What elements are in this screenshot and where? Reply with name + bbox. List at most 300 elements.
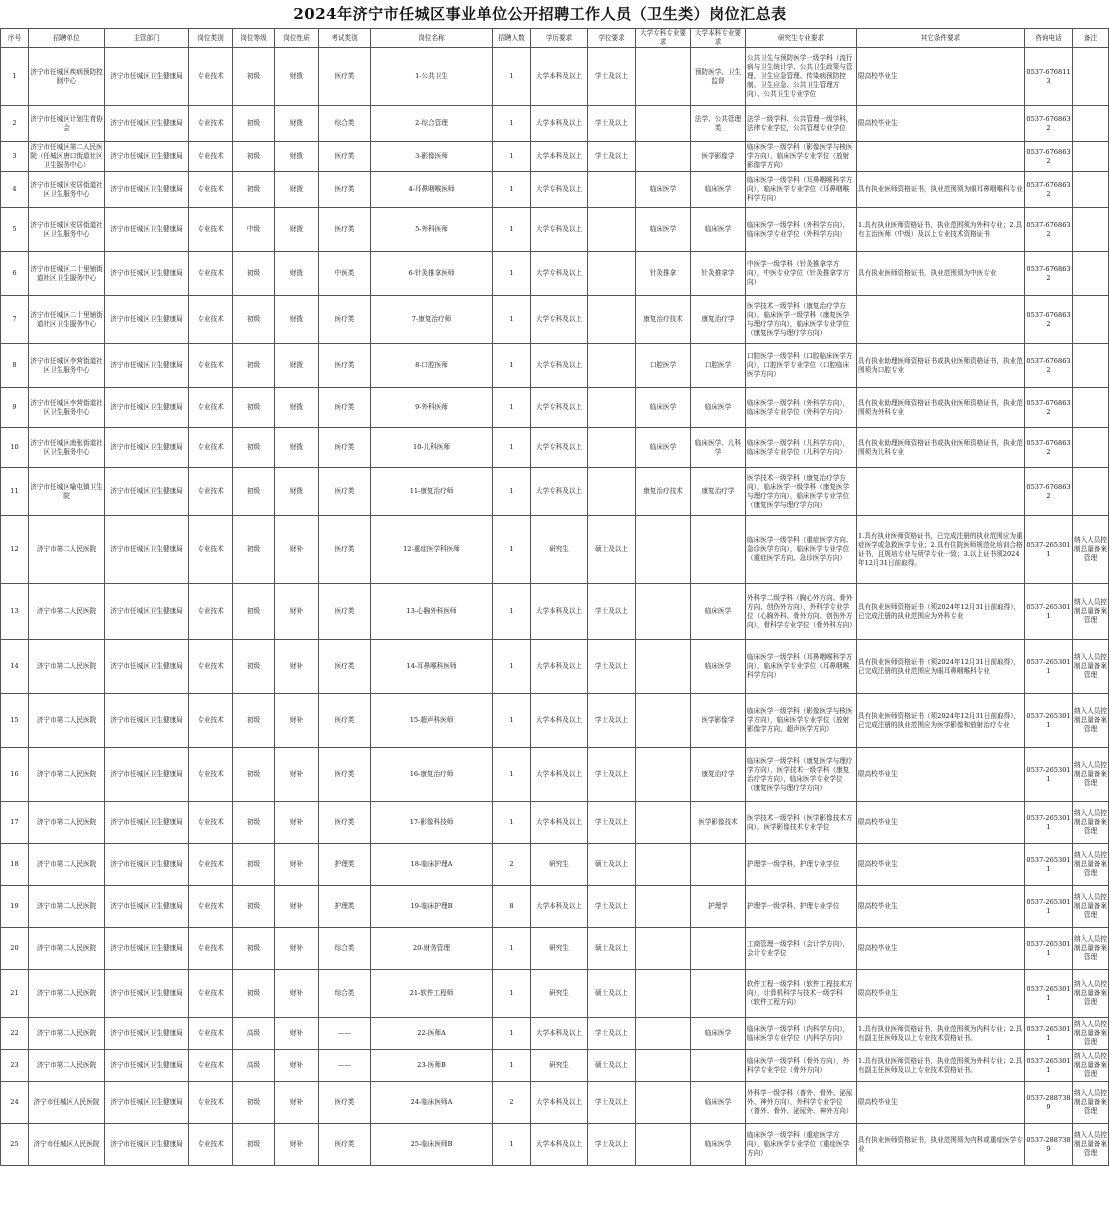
table-cell: [1073, 142, 1109, 172]
table-cell: 医疗类: [319, 584, 371, 640]
table-cell: 纳入人员控制总量备案管理: [1073, 970, 1109, 1018]
table-cell: 济宁市任城区喻屯镇卫生院: [29, 468, 105, 516]
table-cell: 医学技术一级学科（康复治疗学方向），临床医学一级学科（康复医学与理疗学方向），临床医学专业学位（康复医学与理疗学方向）: [746, 296, 857, 344]
table-cell: 硕士及以上: [588, 928, 636, 970]
table-cell: 济宁市任城区卫生健康局: [105, 640, 189, 694]
table-cell: 纳入人员控制总量备案管理: [1073, 1082, 1109, 1124]
table-cell: 大学本科及以上: [531, 584, 588, 640]
column-header: 学位要求: [588, 29, 636, 48]
table-cell: 1: [493, 516, 531, 584]
table-row: [1, 694, 1109, 748]
table-cell: 学士及以上: [588, 48, 636, 106]
table-cell: 大学专科及以上: [531, 296, 588, 344]
table-cell: 财拨: [275, 296, 319, 344]
column-header: 咨询电话: [1025, 29, 1073, 48]
table-cell: 财补: [275, 1124, 319, 1166]
table-cell: 10-儿科医师: [371, 428, 493, 468]
table-cell: 济宁市第二人民医院: [29, 640, 105, 694]
table-cell: 2-综合管理: [371, 106, 493, 142]
table-cell: 11-康复治疗师: [371, 468, 493, 516]
table-cell: 专业技术: [189, 252, 233, 296]
table-cell: 纳入人员控制总量备案管理: [1073, 748, 1109, 802]
table-cell: [691, 516, 746, 584]
table-row: [1, 468, 1109, 516]
table-cell: 大学本科及以上: [531, 802, 588, 844]
table-cell: 济宁市任城区卫生健康局: [105, 48, 189, 106]
table-cell: [588, 344, 636, 388]
table-cell: 1.具有执业医师资格证书，执业范围须为外科专业；2.具有主治医师（中级）及以上专业技术资格证书: [857, 208, 1025, 252]
table-cell: 限高校毕业生: [857, 970, 1025, 1018]
table-cell: 济宁市第二人民医院: [29, 970, 105, 1018]
table-cell: 11: [1, 468, 29, 516]
table-cell: 济宁市第二人民医院: [29, 802, 105, 844]
table-cell: [636, 694, 691, 748]
table-row: [1, 584, 1109, 640]
table-cell: 财补: [275, 844, 319, 886]
table-cell: 0537-6768632: [1025, 296, 1073, 344]
table-cell: 0537-6768632: [1025, 344, 1073, 388]
table-cell: 22-医师A: [371, 1018, 493, 1050]
table-cell: 初级: [233, 142, 275, 172]
table-cell: [1073, 468, 1109, 516]
table-cell: 初级: [233, 344, 275, 388]
table-cell: [1073, 208, 1109, 252]
table-cell: 大学本科及以上: [531, 106, 588, 142]
table-cell: 康复治疗技术: [636, 468, 691, 516]
column-header: 学历要求: [531, 29, 588, 48]
table-cell: 临床医学: [691, 640, 746, 694]
table-cell: 医疗类: [319, 142, 371, 172]
table-cell: 24-临床医师A: [371, 1082, 493, 1124]
table-cell: 专业技术: [189, 748, 233, 802]
table-cell: 济宁市第二人民医院: [29, 584, 105, 640]
table-cell: 具有执业医师资格证书，执业范围须为眼耳鼻咽喉科专业: [857, 172, 1025, 208]
table-cell: 具有执业医师资格证书，执业范围须为内科或重症医学专业: [857, 1124, 1025, 1166]
table-cell: 13: [1, 584, 29, 640]
table-cell: 学士及以上: [588, 1018, 636, 1050]
table-cell: 财补: [275, 584, 319, 640]
table-cell: 0537-6768632: [1025, 468, 1073, 516]
table-cell: 0537-2653011: [1025, 802, 1073, 844]
table-cell: 医疗类: [319, 388, 371, 428]
column-header: 岗位类别: [189, 29, 233, 48]
table-cell: 纳入人员控制总量备案管理: [1073, 584, 1109, 640]
table-cell: 学士及以上: [588, 1082, 636, 1124]
table-cell: 1.具有执业医师资格证书，执业范围须为外科专业；2.具有副主任医师及以上专业技术资格证书。: [857, 1050, 1025, 1082]
table-cell: 护理学一级学科，护理专业学位: [746, 886, 857, 928]
table-cell: 临床医学: [691, 1082, 746, 1124]
table-cell: [588, 252, 636, 296]
table-row: [1, 844, 1109, 886]
table-cell: 专业技术: [189, 48, 233, 106]
table-cell: 纳入人员控制总量备案管理: [1073, 928, 1109, 970]
table-cell: 15-超声科医师: [371, 694, 493, 748]
table-cell: 专业技术: [189, 468, 233, 516]
table-cell: [588, 388, 636, 428]
table-header: [1, 29, 1109, 48]
table-cell: 纳入人员控制总量备案管理: [1073, 640, 1109, 694]
table-cell: 具有执业医师资格证书（须2024年12月31日前取得），已完成注册的执业范围应为外科专业: [857, 584, 1025, 640]
table-cell: 专业技术: [189, 1124, 233, 1166]
table-cell: [1073, 344, 1109, 388]
table-cell: [636, 1082, 691, 1124]
table-cell: 综合类: [319, 106, 371, 142]
table-cell: 限高校毕业生: [857, 886, 1025, 928]
table-cell: 13-心胸外科医师: [371, 584, 493, 640]
table-cell: 医疗类: [319, 208, 371, 252]
table-cell: 专业技术: [189, 844, 233, 886]
table-cell: 医学技术一级学科（康复治疗学方向），临床医学一级学科（康复医学与理疗学方向），临床医学专业学位（康复医学与理疗学方向）: [746, 468, 857, 516]
table-cell: [1073, 428, 1109, 468]
table-cell: 专业技术: [189, 428, 233, 468]
table-row: [1, 640, 1109, 694]
table-cell: 专业技术: [189, 208, 233, 252]
table-cell: 具有执业医师资格证书（须2024年12月31日前取得），已完成注册的执业范围应为医学影像和放射治疗专业: [857, 694, 1025, 748]
table-cell: 工商管理一级学科（会计学方向），会计专业学位: [746, 928, 857, 970]
table-cell: 临床医学: [691, 172, 746, 208]
table-cell: 初级: [233, 296, 275, 344]
table-cell: 纳入人员控制总量备案管理: [1073, 1124, 1109, 1166]
table-cell: 10: [1, 428, 29, 468]
table-row: [1, 48, 1109, 106]
table-cell: 济宁市任城区卫生健康局: [105, 428, 189, 468]
table-cell: [588, 468, 636, 516]
table-cell: 限高校毕业生: [857, 928, 1025, 970]
table-cell: 1: [493, 172, 531, 208]
table-cell: 研究生: [531, 844, 588, 886]
table-cell: 0537-2653011: [1025, 886, 1073, 928]
table-cell: 具有执业医师资格证书（须2024年12月31日前取得），已完成注册的执业范围应为眼耳鼻咽喉科专业: [857, 640, 1025, 694]
table-cell: 临床医学一级学科（外科学方向），临床医学专业学位（外科学方向）: [746, 388, 857, 428]
positions-table: [0, 28, 1109, 1166]
table-row: [1, 928, 1109, 970]
table-cell: 口腔医学: [691, 344, 746, 388]
table-cell: 0537-6768632: [1025, 208, 1073, 252]
table-cell: 专业技术: [189, 1050, 233, 1082]
table-cell: 济宁市任城区卫生健康局: [105, 172, 189, 208]
table-cell: 临床医学一级学科（影像医学与核医学方向），临床医学专业学位（放射影像学方向、超声医学方向）: [746, 694, 857, 748]
table-cell: 19-临床护理B: [371, 886, 493, 928]
column-header: 岗位性质: [275, 29, 319, 48]
table-cell: 25-临床医师B: [371, 1124, 493, 1166]
table-cell: 医疗类: [319, 48, 371, 106]
table-cell: 1-公共卫生: [371, 48, 493, 106]
table-cell: 口腔医学: [636, 344, 691, 388]
table-cell: 临床医学: [636, 208, 691, 252]
table-cell: 康复治疗学: [691, 468, 746, 516]
table-cell: 0537-2653011: [1025, 694, 1073, 748]
table-cell: 初级: [233, 694, 275, 748]
table-cell: 初级: [233, 886, 275, 928]
table-cell: 专业技术: [189, 802, 233, 844]
table-cell: 0537-6768632: [1025, 172, 1073, 208]
table-cell: 专业技术: [189, 344, 233, 388]
table-cell: 济宁市第二人民医院: [29, 928, 105, 970]
table-cell: 18: [1, 844, 29, 886]
table-cell: 济宁市第二人民医院: [29, 1018, 105, 1050]
table-cell: 研究生: [531, 928, 588, 970]
table-cell: 硕士及以上: [588, 516, 636, 584]
table-cell: 软件工程一级学科（软件工程技术方向），计算机科学与技术一级学科（软件工程方向）: [746, 970, 857, 1018]
table-row: [1, 1050, 1109, 1082]
table-cell: 专业技术: [189, 142, 233, 172]
table-row: [1, 1124, 1109, 1166]
table-row: [1, 802, 1109, 844]
table-cell: 纳入人员控制总量备案管理: [1073, 886, 1109, 928]
table-cell: 康复治疗学: [691, 748, 746, 802]
table-cell: 1: [493, 208, 531, 252]
table-cell: 针灸推拿学: [691, 252, 746, 296]
table-cell: 大学专科及以上: [531, 468, 588, 516]
table-cell: 限高校毕业生: [857, 802, 1025, 844]
table-cell: 财补: [275, 802, 319, 844]
table-cell: 初级: [233, 468, 275, 516]
table-row: [1, 428, 1109, 468]
table-row: [1, 388, 1109, 428]
table-cell: 限高校毕业生: [857, 748, 1025, 802]
table-cell: [1073, 388, 1109, 428]
table-cell: 1: [493, 970, 531, 1018]
table-cell: 5: [1, 208, 29, 252]
table-cell: 研究生: [531, 516, 588, 584]
table-cell: 财拨: [275, 106, 319, 142]
table-cell: 学士及以上: [588, 640, 636, 694]
table-cell: 学士及以上: [588, 106, 636, 142]
table-cell: 学士及以上: [588, 142, 636, 172]
table-cell: 专业技术: [189, 172, 233, 208]
table-cell: 0537-2653011: [1025, 970, 1073, 1018]
table-cell: 7-康复治疗师: [371, 296, 493, 344]
table-cell: 大学本科及以上: [531, 48, 588, 106]
table-cell: 2: [493, 1082, 531, 1124]
table-cell: 初级: [233, 388, 275, 428]
table-cell: 临床医学一级学科（康复医学与理疗学方向），医学技术一级学科（康复治疗学方向），临床医学专业学位（康复医学与理疗学方向）: [746, 748, 857, 802]
table-cell: 1: [493, 468, 531, 516]
table-cell: 财补: [275, 928, 319, 970]
table-cell: 学士及以上: [588, 584, 636, 640]
table-row: [1, 1082, 1109, 1124]
table-cell: 护理类: [319, 844, 371, 886]
table-cell: 专业技术: [189, 584, 233, 640]
table-cell: 1: [493, 640, 531, 694]
table-cell: 济宁市任城区人民医院: [29, 1082, 105, 1124]
table-cell: 临床医学: [691, 208, 746, 252]
table-cell: 财拨: [275, 388, 319, 428]
table-cell: 0537-6768632: [1025, 388, 1073, 428]
table-cell: 济宁市任城区卫生健康局: [105, 970, 189, 1018]
table-cell: 中医学一级学科（针灸推拿学方向），中医专业学位（针灸推拿学方向）: [746, 252, 857, 296]
table-cell: 大学本科及以上: [531, 694, 588, 748]
table-cell: 1: [493, 1124, 531, 1166]
table-cell: 6-针灸推拿医师: [371, 252, 493, 296]
table-cell: 济宁市任城区卫生健康局: [105, 928, 189, 970]
table-cell: 1: [1, 48, 29, 106]
table-cell: 济宁市任城区卫生健康局: [105, 1124, 189, 1166]
table-cell: 学士及以上: [588, 802, 636, 844]
table-cell: 临床医学一级学科（耳鼻咽喉科学方向），临床医学专业学位（耳鼻咽喉科学方向）: [746, 640, 857, 694]
table-cell: 限高校毕业生: [857, 1082, 1025, 1124]
table-cell: 济宁市任城区卫生健康局: [105, 344, 189, 388]
table-cell: ——: [319, 1018, 371, 1050]
column-header: 岗位名称: [371, 29, 493, 48]
table-cell: [636, 1124, 691, 1166]
table-cell: [691, 970, 746, 1018]
table-cell: 专业技术: [189, 640, 233, 694]
table-cell: 济宁市任城区二十里铺街道社区卫生服务中心: [29, 296, 105, 344]
table-cell: 初级: [233, 970, 275, 1018]
table-cell: 1.具有执业医师资格证书，执业范围须为内科专业；2.具有副主任医师及以上专业技术资格证书。: [857, 1018, 1025, 1050]
table-cell: 研究生: [531, 1050, 588, 1082]
table-cell: 研究生: [531, 970, 588, 1018]
table-cell: 大学本科及以上: [531, 1082, 588, 1124]
table-cell: 济宁市任城区卫生健康局: [105, 142, 189, 172]
table-cell: 财拨: [275, 344, 319, 388]
table-cell: 1: [493, 584, 531, 640]
table-cell: 济宁市第二人民医院: [29, 886, 105, 928]
column-header: 招聘单位: [29, 29, 105, 48]
table-cell: [636, 142, 691, 172]
table-cell: [636, 516, 691, 584]
table-cell: 临床医学: [636, 428, 691, 468]
table-cell: 济宁市任城区卫生健康局: [105, 694, 189, 748]
table-cell: 济宁市任城区卫生健康局: [105, 296, 189, 344]
table-cell: 康复治疗技术: [636, 296, 691, 344]
table-cell: 纳入人员控制总量备案管理: [1073, 1018, 1109, 1050]
table-cell: 临床医学一级学科（儿科学方向），临床医学专业学位（儿科学方向）: [746, 428, 857, 468]
table-cell: 25: [1, 1124, 29, 1166]
table-cell: 财拨: [275, 252, 319, 296]
table-cell: [636, 802, 691, 844]
table-cell: 济宁市任城区二十里铺街道社区卫生服务中心: [29, 252, 105, 296]
table-cell: 纳入人员控制总量备案管理: [1073, 802, 1109, 844]
table-cell: 财补: [275, 970, 319, 1018]
table-cell: 大学专科及以上: [531, 344, 588, 388]
table-cell: 济宁市任城区安居街道社区卫生服务中心: [29, 208, 105, 252]
table-cell: 8: [1, 344, 29, 388]
table-cell: 17-影像科技师: [371, 802, 493, 844]
table-cell: 财补: [275, 748, 319, 802]
table-cell: 护理学一级学科，护理专业学位: [746, 844, 857, 886]
table-cell: 济宁市任城区第二人民医院（任城区唐口街道社区卫生服务中心）: [29, 142, 105, 172]
table-cell: 专业技术: [189, 516, 233, 584]
column-header: 大学专科专业要求: [636, 29, 691, 48]
table-cell: 济宁市任城区卫生健康局: [105, 1018, 189, 1050]
table-cell: 16: [1, 748, 29, 802]
table-cell: 初级: [233, 802, 275, 844]
table-row: [1, 296, 1109, 344]
table-cell: 临床医学一级学科（外科学方向），临床医学专业学位（外科学方向）: [746, 208, 857, 252]
table-cell: 财拨: [275, 468, 319, 516]
table-cell: 1: [493, 296, 531, 344]
table-row: [1, 886, 1109, 928]
table-cell: 0537-2653011: [1025, 640, 1073, 694]
table-cell: 财拨: [275, 428, 319, 468]
table-cell: 临床医学: [691, 1124, 746, 1166]
table-cell: 济宁市任城区计划生育协会: [29, 106, 105, 142]
table-row: [1, 748, 1109, 802]
table-cell: 22: [1, 1018, 29, 1050]
table-cell: 专业技术: [189, 106, 233, 142]
table-cell: [588, 428, 636, 468]
table-cell: [691, 844, 746, 886]
table-cell: 大学本科及以上: [531, 748, 588, 802]
table-cell: 具有执业助理医师资格证书或执业医师资格证书，执业范围须为口腔专业: [857, 344, 1025, 388]
table-cell: 济宁市任城区疾病预防控制中心: [29, 48, 105, 106]
table-cell: 济宁市任城区卫生健康局: [105, 106, 189, 142]
table-cell: [636, 1050, 691, 1082]
table-cell: 初级: [233, 516, 275, 584]
table-cell: 济宁市任城区卫生健康局: [105, 208, 189, 252]
column-header: 岗位等级: [233, 29, 275, 48]
table-row: [1, 252, 1109, 296]
table-row: [1, 970, 1109, 1018]
table-cell: 初级: [233, 172, 275, 208]
column-header: 考试类别: [319, 29, 371, 48]
table-row: [1, 208, 1109, 252]
table-cell: 专业技术: [189, 970, 233, 1018]
table-row: [1, 142, 1109, 172]
table-cell: 纳入人员控制总量备案管理: [1073, 1050, 1109, 1082]
table-cell: 4-耳鼻咽喉医师: [371, 172, 493, 208]
table-cell: 初级: [233, 48, 275, 106]
table-cell: 5-外科医师: [371, 208, 493, 252]
table-cell: 0537-6768632: [1025, 252, 1073, 296]
table-cell: 财补: [275, 886, 319, 928]
table-cell: 护理类: [319, 886, 371, 928]
table-cell: 专业技术: [189, 1018, 233, 1050]
table-row: [1, 516, 1109, 584]
table-cell: 济宁市任城区安居街道社区卫生服务中心: [29, 172, 105, 208]
table-cell: [636, 970, 691, 1018]
table-cell: 3-影像医师: [371, 142, 493, 172]
table-cell: [636, 1018, 691, 1050]
table-cell: [1073, 48, 1109, 106]
table-cell: [857, 296, 1025, 344]
table-cell: 初级: [233, 640, 275, 694]
page-title: 2024年济宁市任城区事业单位公开招聘工作人员（卫生类）岗位汇总表: [293, 5, 787, 23]
table-cell: [588, 296, 636, 344]
table-cell: 临床医学一级学科（重症医学方向、急诊医学方向），临床医学专业学位（重症医学方向、急诊医学方向）: [746, 516, 857, 584]
column-header: 主管部门: [105, 29, 189, 48]
table-cell: 医学影像学: [691, 694, 746, 748]
table-cell: 学士及以上: [588, 748, 636, 802]
column-header: 大学本科专业要求: [691, 29, 746, 48]
table-cell: [588, 208, 636, 252]
table-cell: 纳入人员控制总量备案管理: [1073, 694, 1109, 748]
table-cell: 具有执业助理医师资格证书或执业医师资格证书，执业范围须为外科专业: [857, 388, 1025, 428]
table-cell: 医疗类: [319, 296, 371, 344]
table-cell: 济宁市任城区李营街道社区卫生服务中心: [29, 388, 105, 428]
table-cell: 2: [1, 106, 29, 142]
table-cell: 医学技术一级学科（医学影像技术方向），医学影像技术专业学位: [746, 802, 857, 844]
table-row: [1, 106, 1109, 142]
table-cell: 限高校毕业生: [857, 106, 1025, 142]
table-cell: [1073, 252, 1109, 296]
table-cell: 外科学二级学科（胸心外方向、骨外方向、创伤外方向），外科学专业学位（心胸外科、骨外方向、创伤外方向），骨科学专业学位（骨外科方向）: [746, 584, 857, 640]
table-cell: 医学影像学: [691, 142, 746, 172]
table-cell: 0537-2653011: [1025, 1050, 1073, 1082]
table-cell: 财拨: [275, 172, 319, 208]
table-cell: 济宁市任城区卫生健康局: [105, 1082, 189, 1124]
table-cell: 医疗类: [319, 802, 371, 844]
table-row: [1, 344, 1109, 388]
table-cell: 医疗类: [319, 1082, 371, 1124]
table-cell: 临床医学一级学科（耳鼻咽喉科学方向），临床医学专业学位（耳鼻咽喉科学方向）: [746, 172, 857, 208]
table-cell: 1: [493, 344, 531, 388]
table-cell: 初级: [233, 584, 275, 640]
table-cell: 临床医学一级学科（影像医学与核医学方向），临床医学专业学位（放射影像学方向）: [746, 142, 857, 172]
table-cell: 0537-2653011: [1025, 584, 1073, 640]
